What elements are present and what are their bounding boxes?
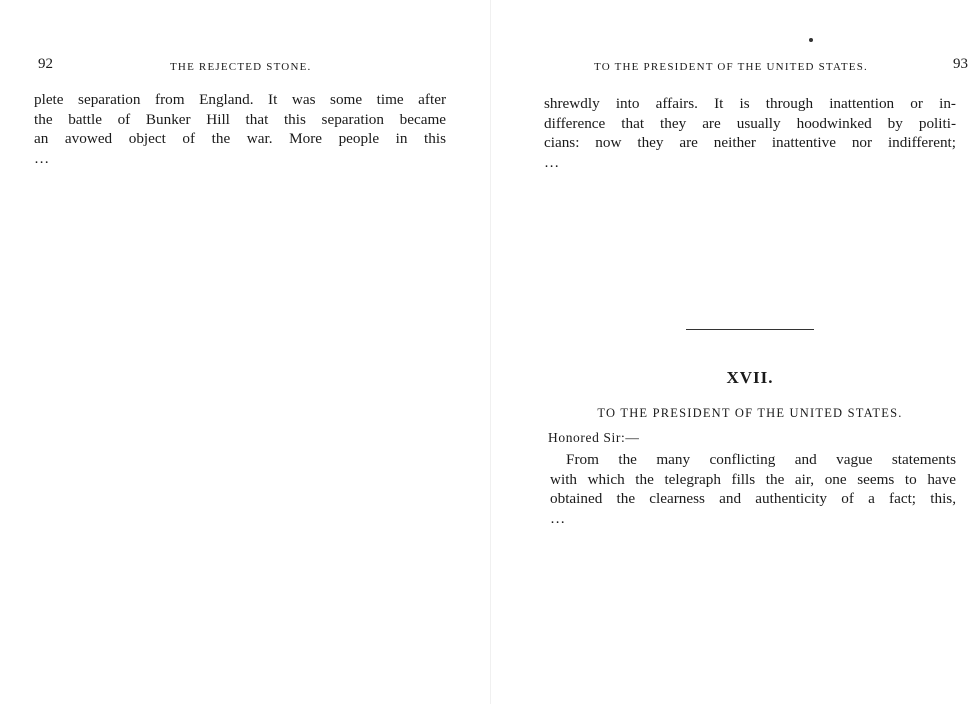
text-line xyxy=(34,267,446,287)
text-line xyxy=(34,622,446,642)
running-title: THE REJECTED STONE. xyxy=(170,61,312,73)
text-line xyxy=(544,232,956,252)
chapter-number: XVII. xyxy=(726,368,774,387)
chapter-title: TO THE PRESIDENT OF THE UNITED STATES. xyxy=(597,406,903,420)
text-line xyxy=(34,248,446,268)
left-page xyxy=(34,0,446,704)
text-line: shrewdly into affairs. It is through inattention or in- xyxy=(544,95,956,112)
text-line: difference that they are usually hoodwinked by politi- xyxy=(544,114,956,132)
text-line xyxy=(34,444,446,464)
text-line xyxy=(34,543,446,563)
section-divider xyxy=(686,329,814,330)
text-line xyxy=(544,173,956,193)
text-line xyxy=(34,385,446,405)
text-line: obtained the clearness and authenticity of a fact; this, xyxy=(550,490,956,508)
text-line xyxy=(550,647,956,667)
text-line xyxy=(550,529,956,549)
page-fold xyxy=(490,0,491,704)
salutation: Honored Sir:— xyxy=(548,430,640,445)
right-page-body xyxy=(544,94,956,291)
text-line: From the many conflicting and vague statements xyxy=(566,451,956,468)
chapter-body xyxy=(550,450,956,667)
text-line: the battle of Bunker Hill that this separation became xyxy=(34,110,446,128)
text-line xyxy=(34,188,446,208)
text-line xyxy=(34,523,446,543)
text-line xyxy=(550,588,956,608)
text-line xyxy=(34,405,446,425)
text-line xyxy=(34,366,446,386)
page-number: 92 xyxy=(38,56,53,72)
text-line xyxy=(34,582,446,602)
text-line xyxy=(34,484,446,504)
text-line xyxy=(34,307,446,327)
text-line xyxy=(544,192,956,212)
running-title: TO THE PRESIDENT OF THE UNITED STATES. xyxy=(594,61,868,73)
text-line xyxy=(34,346,446,366)
left-page-header xyxy=(34,58,446,78)
text-line xyxy=(550,548,956,568)
text-line: with which the telegraph fills the air, one seems to have xyxy=(550,470,956,488)
text-line xyxy=(34,228,446,248)
text-line xyxy=(34,563,446,583)
text-line xyxy=(34,641,446,661)
text-line xyxy=(544,252,956,272)
text-line: plete separation from England. It was some time after xyxy=(34,91,446,108)
text-line xyxy=(34,464,446,484)
text-line xyxy=(550,608,956,628)
text-line: … xyxy=(544,154,560,172)
page-number: 93 xyxy=(953,56,968,72)
text-line xyxy=(34,503,446,523)
text-line: cians: now they are neither inattentive nor indifferent; xyxy=(544,134,956,152)
left-page-body xyxy=(34,90,446,661)
text-line xyxy=(544,271,956,291)
text-line xyxy=(544,212,956,232)
text-line xyxy=(34,602,446,622)
text-line: … xyxy=(550,510,566,528)
text-line xyxy=(34,425,446,445)
right-page xyxy=(544,0,968,704)
text-line xyxy=(550,627,956,647)
text-line xyxy=(34,208,446,228)
text-line xyxy=(34,169,446,189)
text-line xyxy=(34,326,446,346)
text-line xyxy=(550,568,956,588)
text-line xyxy=(34,287,446,307)
right-page-header xyxy=(544,56,968,78)
text-line: an avowed object of the war. More people in this xyxy=(34,130,446,148)
text-line: … xyxy=(34,150,50,168)
